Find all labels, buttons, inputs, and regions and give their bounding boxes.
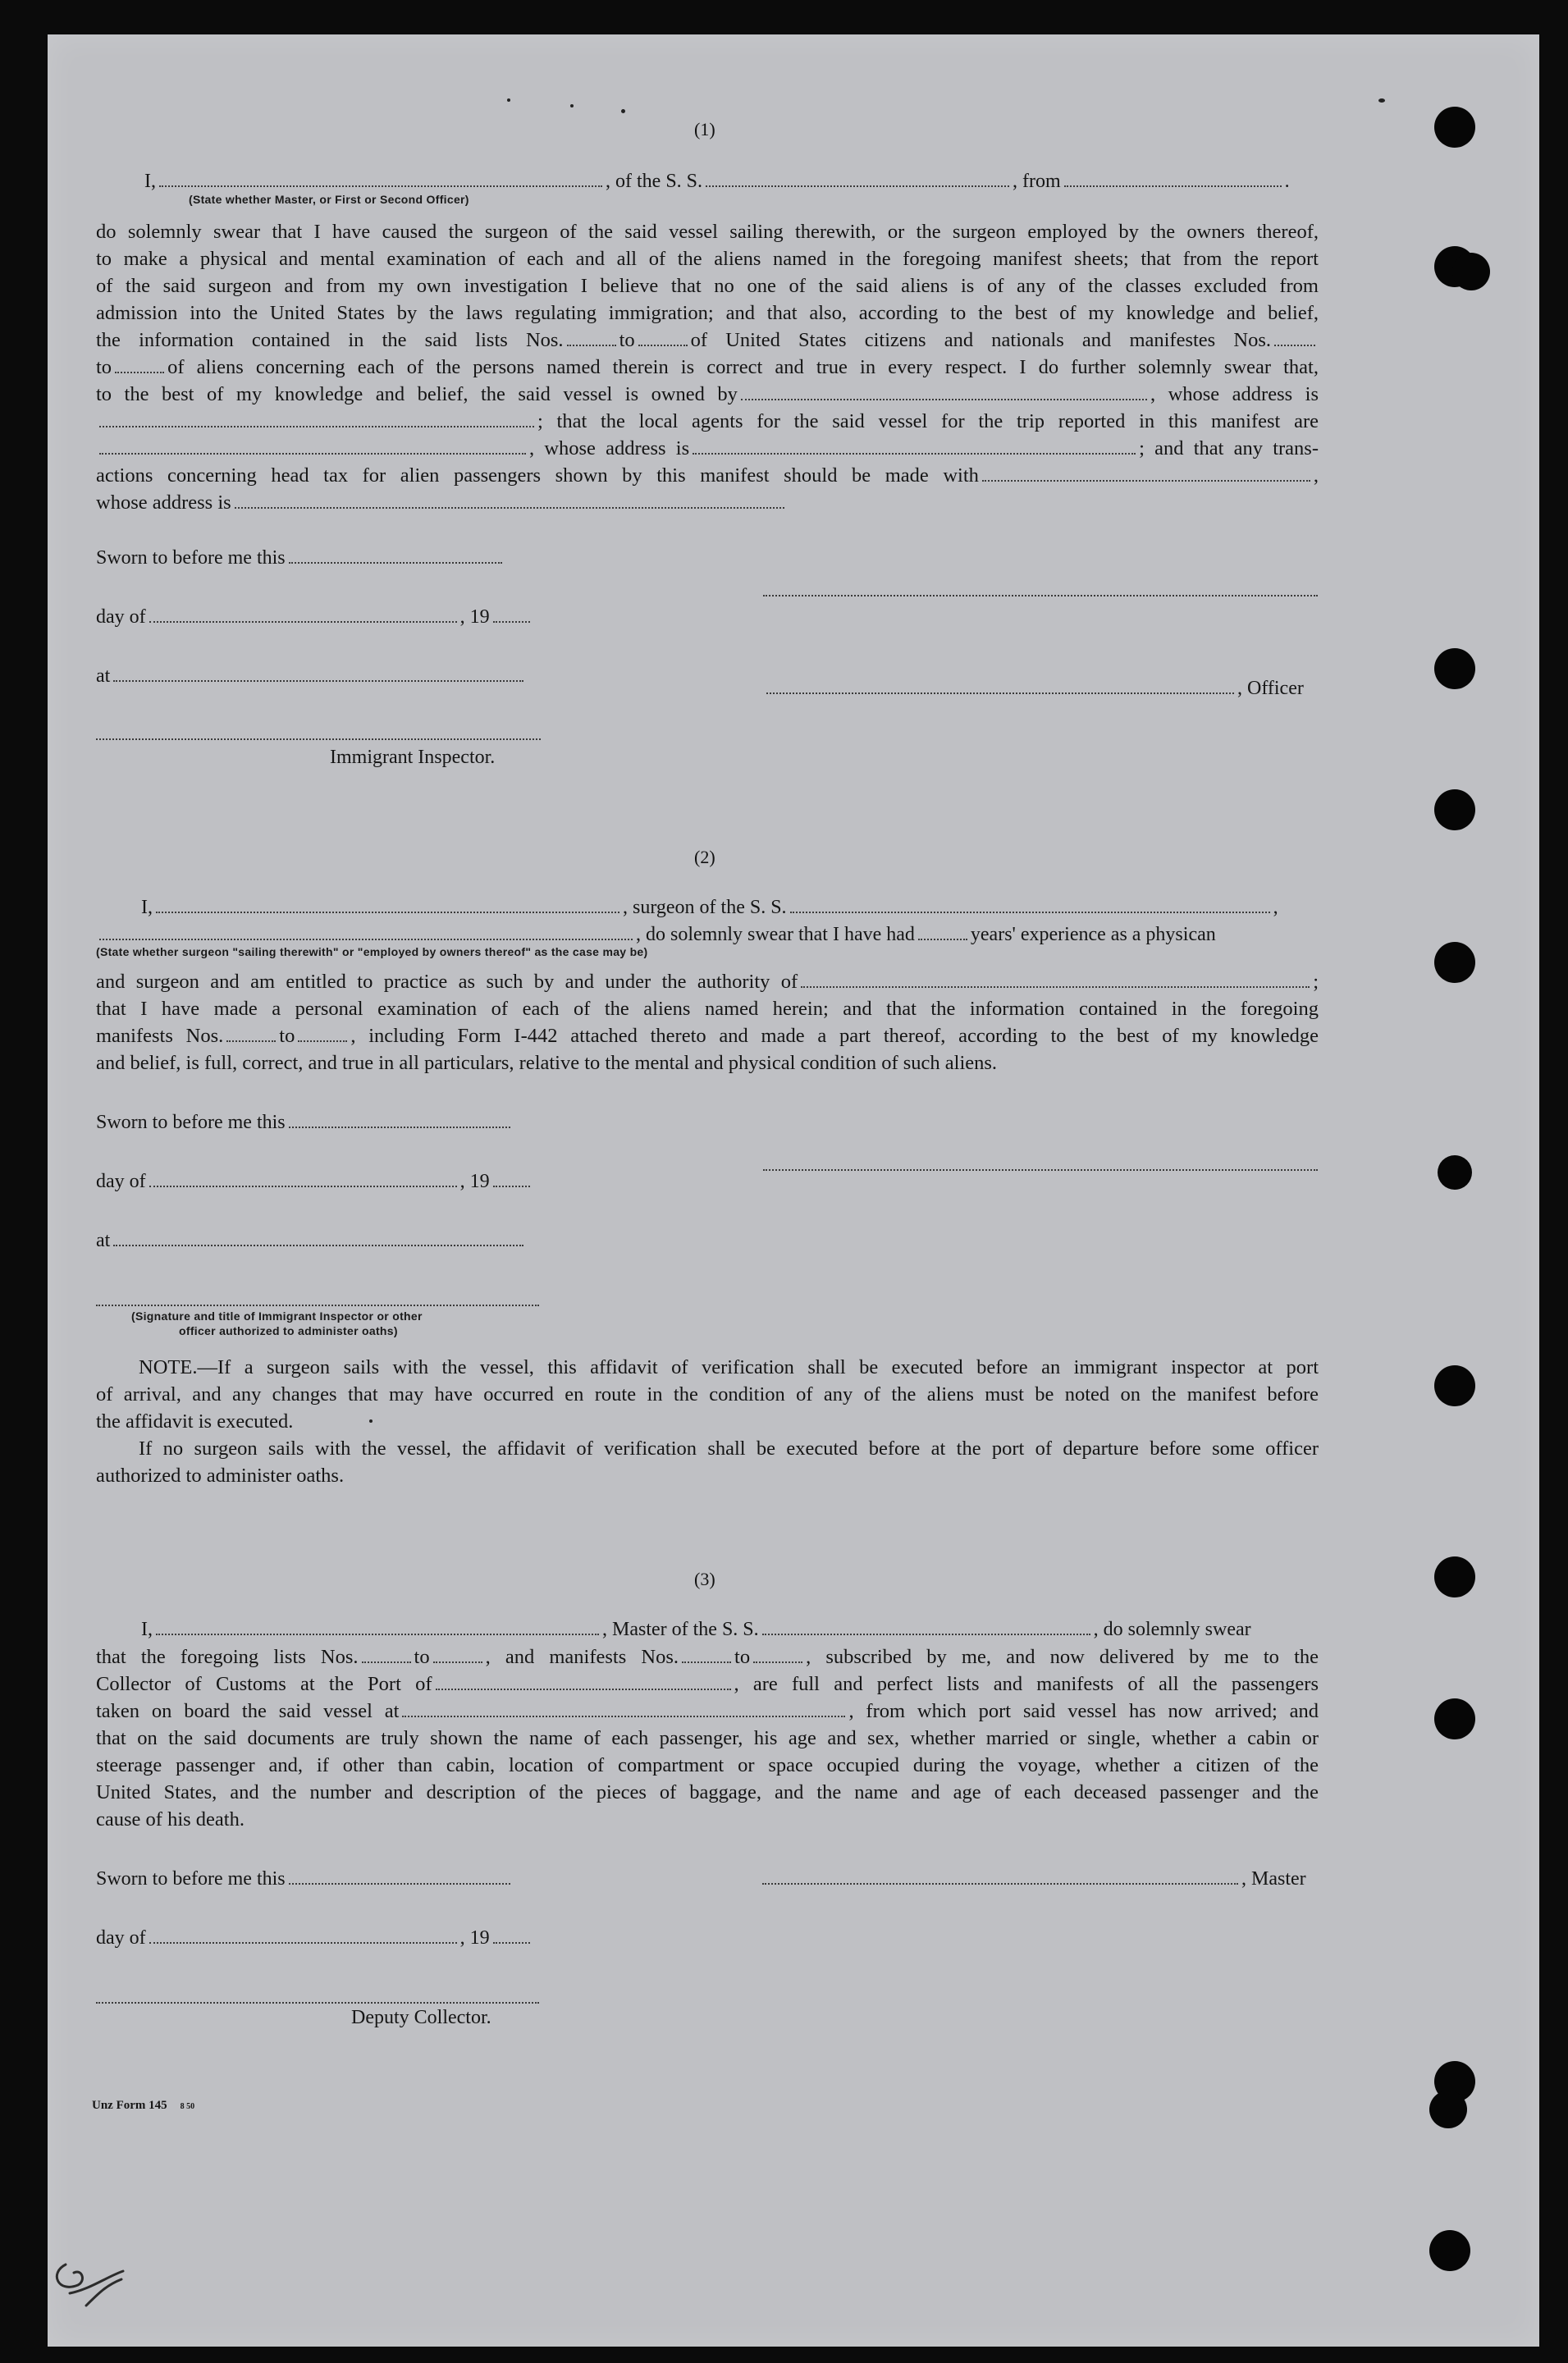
binder-hole bbox=[1434, 1365, 1475, 1406]
note-line: of arrival, and any changes that may have occurred en route in the condition of any of the aliens must be noted on the manifest before bbox=[96, 1383, 1319, 1405]
section-3-number: (3) bbox=[694, 1569, 715, 1589]
s2-sig-note-2: officer authorized to administer oaths) bbox=[179, 1324, 398, 1337]
binder-hole bbox=[1434, 1556, 1475, 1597]
s3-body-line: cause of his death. bbox=[96, 1808, 245, 1831]
section-1-number: (1) bbox=[694, 119, 715, 139]
s1-agents-line: ; that the local agents for the said vessel for the trip reported in this manifest are bbox=[96, 408, 1319, 435]
s1-address-line: , whose address is ; and that any trans- bbox=[96, 435, 1319, 462]
s1-body-line: of the said surgeon and from my own investigation I believe that no one of the said aliens is of any of the classes excluded from bbox=[96, 275, 1319, 297]
s3-body-line: that on the said documents are truly shown the name of each passenger, his age and sex, whether married or single, whether a cabin or bbox=[96, 1727, 1319, 1749]
s2-sworn: Sworn to before me this bbox=[96, 1109, 514, 1136]
s1-owned-line: to the best of my knowledge and belief, the said vessel is owned by , whose address is bbox=[96, 383, 1319, 405]
s2-at: at bbox=[96, 1227, 527, 1255]
handwritten-mark-icon bbox=[41, 2248, 139, 2322]
note-line: the affidavit is executed. bbox=[96, 1410, 294, 1433]
officer-note: (State whether Master, or First or Second Officer) bbox=[189, 193, 469, 206]
note-line: If no surgeon sails with the vessel, the affidavit of verification shall be executed before at the port of departure before some officer bbox=[139, 1437, 1319, 1460]
binder-hole bbox=[1429, 2091, 1467, 2128]
speck bbox=[507, 98, 510, 102]
section-3-body bbox=[96, 1643, 1319, 1833]
section-2-body bbox=[96, 968, 1319, 1076]
s1-lists-line: the information contained in the said lists Nos. to of United States citizens and nationals and manifestes Nos. bbox=[96, 327, 1319, 354]
s3-day-of: day of , 19 bbox=[96, 1925, 533, 1952]
s2-sig-note-1: (Signature and title of Immigrant Inspector or other bbox=[131, 1309, 423, 1323]
s1-body-line: do solemnly swear that I have caused the surgeon of the said vessel sailing therewith, or the surgeon employed by the owners thereof, bbox=[96, 221, 1319, 243]
s2-body-line: and belief, is full, correct, and true in all particulars, relative to the mental and physical condition of such aliens. bbox=[96, 1052, 998, 1074]
binder-hole bbox=[1434, 942, 1475, 983]
s3-body-line: steerage passenger and, if other than cabin, location of compartment or space occupied during the voyage, whether a citizen of the bbox=[96, 1754, 1319, 1776]
s2-experience-line: , do solemnly swear that I have had years' experience as a physican bbox=[96, 921, 1216, 948]
s1-inspector-label: Immigrant Inspector. bbox=[330, 747, 496, 768]
s2-day-of: day of , 19 bbox=[96, 1168, 533, 1195]
s1-at: at bbox=[96, 663, 527, 690]
s2-authority-line: and surgeon and am entitled to practice as such by and under the authority of ; bbox=[96, 971, 1319, 993]
binder-hole bbox=[1434, 789, 1475, 830]
s1-sworn: Sworn to before me this bbox=[96, 545, 505, 572]
s1-headtax-line: actions concerning head tax for alien passengers shown by this manifest should be made with , bbox=[96, 464, 1319, 487]
s3-master: , Master bbox=[759, 1866, 1306, 1893]
s1-day-of: day of , 19 bbox=[96, 604, 533, 631]
s3-port-line: Collector of Customs at the Port of , are full and perfect lists and manifests of all the passengers bbox=[96, 1673, 1319, 1695]
s2-manifests-line: manifests Nos. to , including Form I-442 attached thereto and made a part thereof, according to the best of my knowledge bbox=[96, 1025, 1319, 1047]
binder-hole bbox=[1429, 2230, 1470, 2271]
speck bbox=[570, 104, 574, 107]
s2-inspector-line bbox=[96, 1305, 539, 1306]
s3-deputy-label: Deputy Collector. bbox=[351, 2007, 491, 2028]
binder-hole bbox=[1434, 107, 1475, 148]
binder-hole bbox=[1452, 253, 1490, 290]
s3-intro-line: I, , Master of the S. S. , do solemnly swear bbox=[141, 1619, 1251, 1640]
note-line: authorized to administer oaths. bbox=[96, 1465, 345, 1487]
s1-body-line: to make a physical and mental examination of each and all of the aliens named in the foregoing manifest sheets; that from the report bbox=[96, 248, 1319, 270]
s2-signature-line bbox=[763, 1169, 1318, 1171]
s3-lists-line: that the foregoing lists Nos. to , and manifests Nos. to , subscribed by me, and now delivered by me to the bbox=[96, 1646, 1319, 1668]
speck bbox=[1378, 98, 1385, 103]
section-1-body bbox=[96, 218, 1319, 516]
s1-officer: , Officer bbox=[763, 675, 1304, 702]
binder-hole bbox=[1438, 1155, 1472, 1190]
s3-sworn: Sworn to before me this bbox=[96, 1866, 514, 1893]
s1-whose-line: whose address is bbox=[96, 489, 1319, 516]
s3-collector-line bbox=[96, 2002, 539, 2004]
speck bbox=[621, 109, 625, 113]
form-id: Unz Form 145 8 50 bbox=[92, 2099, 195, 2112]
binder-hole bbox=[1434, 1698, 1475, 1739]
s2-body-line: that I have made a personal examination of each of the aliens named herein; and that the information contained in the foregoing bbox=[96, 998, 1319, 1020]
section-2-number: (2) bbox=[694, 847, 715, 867]
s1-body-line: admission into the United States by the laws regulating immigration; and that also, according to the best of my knowledge and belief, bbox=[96, 302, 1319, 324]
binder-hole bbox=[1434, 648, 1475, 689]
s1-signature-line bbox=[763, 595, 1318, 596]
s3-body-line: United States, and the number and description of the pieces of baggage, and the name and age of each deceased passenger and the bbox=[96, 1781, 1319, 1803]
s2-note bbox=[96, 1354, 1319, 1489]
s1-aliens-line: to of aliens concerning each of the persons named therein is correct and true in every respect. I do further solemnly swear that, bbox=[96, 356, 1319, 378]
speck bbox=[369, 1419, 373, 1423]
s1-intro-line: I, , of the S. S. , from . bbox=[144, 171, 1290, 192]
s1-inspector-line bbox=[96, 738, 541, 740]
surgeon-note: (State whether surgeon "sailing therewith" or "employed by owners thereof" as the case may be) bbox=[96, 945, 648, 958]
s3-taken-line: taken on board the said vessel at , from which port said vessel has now arrived; and bbox=[96, 1700, 1319, 1722]
note-line: NOTE.—If a surgeon sails with the vessel, this affidavit of verification shall be executed before an immigrant inspector at port bbox=[139, 1356, 1319, 1378]
s2-intro-line: I, , surgeon of the S. S. , bbox=[141, 897, 1278, 918]
